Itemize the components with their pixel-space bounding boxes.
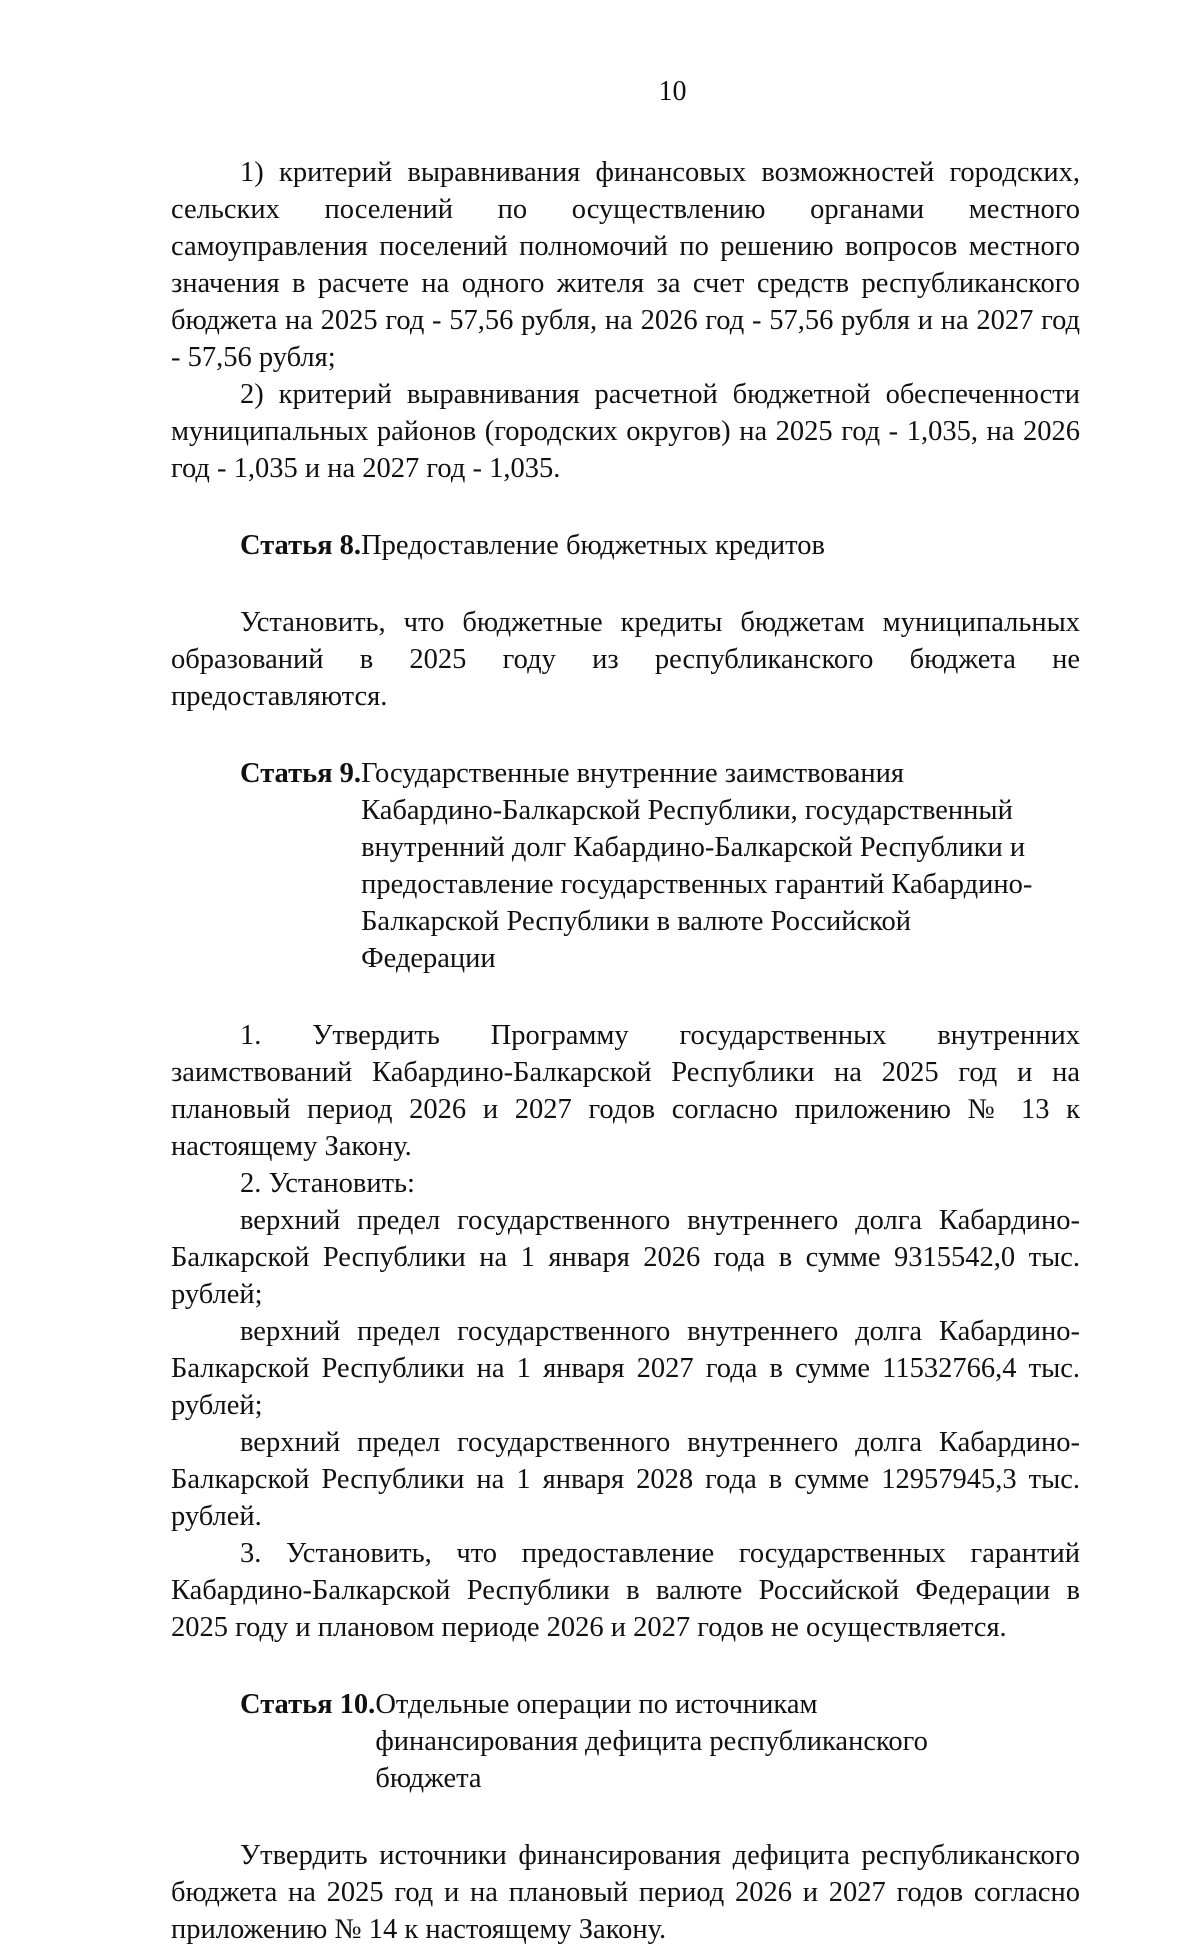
article-10-heading [240, 1686, 1080, 1797]
article-10-text: Утвердить источники финансирования дефицита республиканского бюджета на 2025 год и на плановый период 2026 и 2027 годов согласно приложению № 14 к настоящему Закону. [171, 1840, 1080, 1945]
article-10-title: Отдельные операции по источникам финансирования дефицита республиканского бюджета [375, 1689, 928, 1794]
article-8-label: Статья 8. [240, 530, 362, 561]
article-9-limit-2027: верхний предел государственного внутреннего долга Кабардино-Балкарской Республики на 1 января 2027 года в сумме 11532766,4 тыс. рублей; [171, 1316, 1080, 1421]
article-9-heading [240, 755, 1080, 977]
article-9-title: Государственные внутренние заимствования Кабардино-Балкарской Республики, государственный внутренний долг Кабардино-Балкарской Республики и предоставление государственных гарантий Кабардино-Балкарской Республики в валюте Российской Федерации [361, 758, 1033, 974]
article-9-item-3: 3. Установить, что предоставление государственных гарантий Кабардино-Балкарской Республики в валюте Российской Федерации в 2025 году и плановом периоде 2026 и 2027 годов не осуществляется. [171, 1538, 1080, 1643]
criterion-2: 2) критерий выравнивания расчетной бюджетной обеспеченности муниципальных районов (городских округов) на 2025 год - 1,035, на 2026 год - 1,035 и на 2027 год - 1,035. [171, 379, 1080, 484]
article-8-text: Установить, что бюджетные кредиты бюджетам муниципальных образований в 2025 году из республиканского бюджета не предоставляются. [171, 607, 1080, 712]
article-8-heading [240, 527, 1080, 564]
criterion-1: 1) критерий выравнивания финансовых возможностей городских, сельских поселений по осуществлению органами местного самоуправления поселений полномочий по решению вопросов местного значения в расчете на одного жителя за счет средств республиканского бюджета на 2025 год - 57,56 рубля, на 2026 год - 57,56 рубля и на 2027 год - 57,56 рубля; [171, 157, 1080, 373]
article-9-limit-2028: верхний предел государственного внутреннего долга Кабардино-Балкарской Республики на 1 января 2028 года в сумме 12957945,3 тыс. рублей. [171, 1427, 1080, 1532]
article-9-label: Статья 9. [240, 758, 362, 789]
article-9-item-2: 2. Установить: [240, 1168, 415, 1199]
article-8-title: Предоставление бюджетных кредитов [361, 530, 825, 561]
page-number: 10 [658, 76, 687, 107]
article-9-limit-2026: верхний предел государственного внутреннего долга Кабардино-Балкарской Республики на 1 января 2026 года в сумме 9315542,0 тыс. рублей; [171, 1205, 1080, 1310]
article-10-label: Статья 10. [240, 1689, 376, 1720]
article-9-item-1: 1. Утвердить Программу государственных внутренних заимствований Кабардино-Балкарской Республики на 2025 год и на плановый период 2026 и 2027 годов согласно приложению № 13 к настоящему Закону. [171, 1020, 1080, 1162]
